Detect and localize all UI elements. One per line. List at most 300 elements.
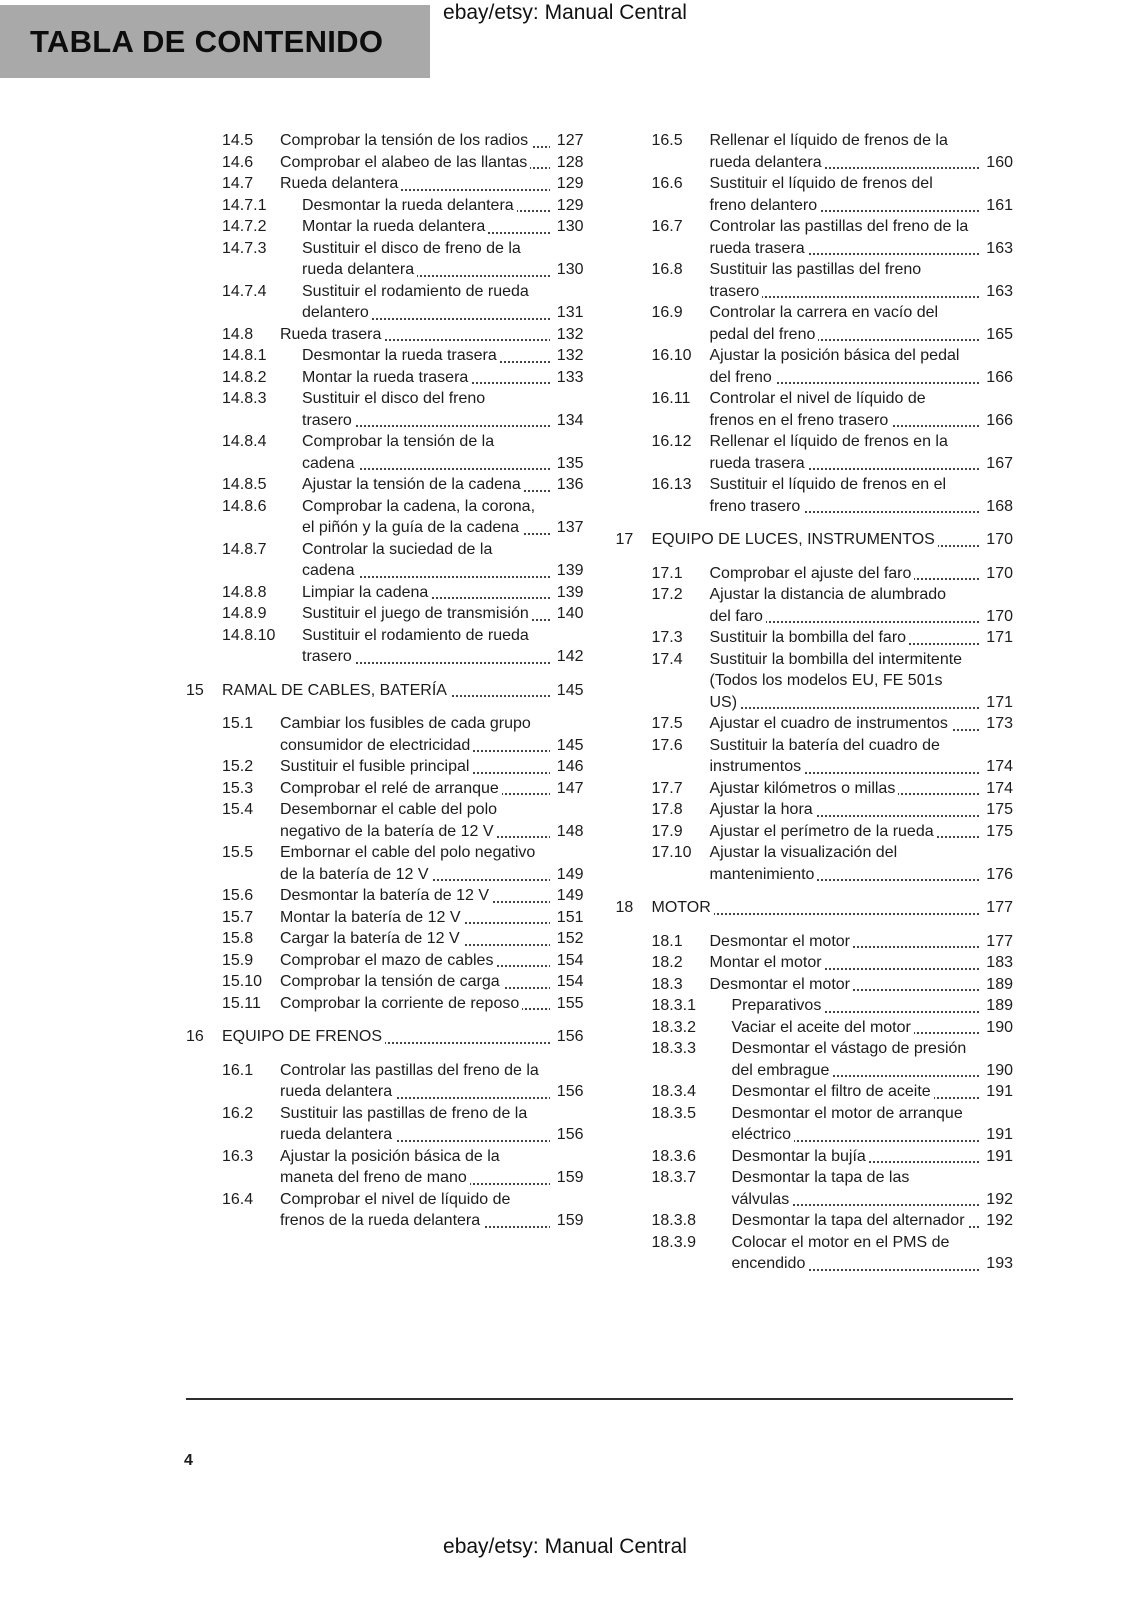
toc-entry-page: 174 bbox=[979, 756, 1013, 778]
toc-entry-number: 17.8 bbox=[651, 801, 683, 818]
toc-entry-title: Comprobar el ajuste del faro bbox=[710, 565, 915, 582]
toc-entry bbox=[222, 907, 584, 929]
toc-entry-title: Sustituir el rodamiento de rueda trasero bbox=[302, 626, 529, 665]
toc-entry bbox=[652, 842, 1014, 885]
toc-entry bbox=[222, 152, 584, 174]
toc-entry-number: 15.3 bbox=[222, 779, 254, 797]
toc-entry-page: 134 bbox=[550, 410, 584, 432]
toc-entry-title: Preparativos bbox=[732, 997, 825, 1014]
toc-entry-title: Ajustar el cuadro de instrumentos bbox=[710, 715, 951, 732]
toc-entry-number: 16.1 bbox=[222, 1061, 254, 1079]
toc-entry-title: RAMAL DE CABLES, BATERÍA bbox=[222, 682, 450, 699]
toc-entry-number: 14.7.3 bbox=[222, 239, 267, 257]
toc-entry-body bbox=[302, 238, 584, 281]
toc-entry-number: 18.3.7 bbox=[651, 1169, 696, 1186]
toc-entry-title: Cambiar los fusibles de cada grupo consumidor de electricidad bbox=[280, 715, 531, 754]
toc-entry-number: 14.8.2 bbox=[222, 368, 267, 386]
toc-entry-body bbox=[710, 735, 1014, 778]
toc-entry-page: 133 bbox=[550, 367, 584, 389]
toc-entry bbox=[222, 756, 584, 778]
toc-entry-page: 128 bbox=[550, 152, 584, 174]
toc-entry-page: 145 bbox=[550, 680, 584, 702]
toc-entry-number: 16.4 bbox=[222, 1190, 254, 1208]
toc-entry bbox=[222, 885, 584, 907]
toc-entry-page: 192 bbox=[979, 1210, 1013, 1232]
toc-entry bbox=[652, 563, 1014, 585]
toc-entry-page: 171 bbox=[979, 627, 1013, 649]
toc-entry-page: 175 bbox=[979, 821, 1013, 843]
toc-entry-number: 14.8.9 bbox=[222, 605, 267, 622]
toc-entry bbox=[222, 130, 584, 152]
toc-entry-body bbox=[280, 1103, 584, 1146]
toc-entry bbox=[652, 735, 1014, 778]
toc-entry bbox=[652, 130, 1014, 173]
toc-entry-number: 15.5 bbox=[222, 844, 254, 861]
toc-entry-title: Cargar la batería de 12 V bbox=[280, 930, 463, 947]
toc-entry-body bbox=[280, 130, 584, 152]
toc-entry-page: 139 bbox=[550, 560, 584, 582]
toc-entry-title: MOTOR bbox=[652, 899, 714, 916]
toc-entry bbox=[652, 1210, 1014, 1232]
toc-entry-title: Embornar el cable del polo negativo de la batería de 12 V bbox=[280, 844, 536, 883]
toc-entry-title: EQUIPO DE FRENOS bbox=[222, 1028, 385, 1045]
toc-entry-title: Limpiar la cadena bbox=[302, 584, 431, 601]
toc-entry-body bbox=[280, 152, 584, 174]
toc-entry-page: 131 bbox=[550, 302, 584, 324]
toc-entry-page: 190 bbox=[979, 1060, 1013, 1082]
toc-entry-title: Ajustar la posición básica de la maneta del freno de mano bbox=[280, 1147, 500, 1186]
toc-entry-page: 137 bbox=[550, 517, 584, 539]
toc-entry-page: 142 bbox=[550, 646, 584, 668]
toc-entry-title: Controlar el nivel de líquido de frenos en el freno trasero bbox=[709, 390, 926, 429]
toc-entry-body bbox=[732, 1103, 1014, 1146]
toc-entry bbox=[652, 1232, 1014, 1275]
toc-entry-page: 166 bbox=[979, 367, 1013, 389]
toc-entry bbox=[222, 195, 584, 217]
toc-entry bbox=[222, 1146, 584, 1189]
toc-entry-page: 154 bbox=[550, 971, 584, 993]
toc-entry bbox=[222, 713, 584, 756]
toc-entry-page: 191 bbox=[979, 1146, 1013, 1168]
toc-entry-title: Desmontar la bujía bbox=[732, 1148, 869, 1165]
toc-entry-page: 154 bbox=[550, 950, 584, 972]
toc-entry-title: Comprobar la tensión de la cadena bbox=[302, 433, 495, 472]
toc-entry-number: 18.3.4 bbox=[651, 1083, 696, 1100]
toc-entry bbox=[616, 897, 1014, 919]
toc-entry-page: 127 bbox=[550, 130, 584, 152]
toc-entry-body bbox=[302, 281, 584, 324]
toc-entry bbox=[222, 324, 584, 346]
toc-entry-title: Montar la batería de 12 V bbox=[280, 909, 464, 926]
toc-entry-number: 18.3.2 bbox=[651, 1018, 696, 1036]
toc-entry-body bbox=[710, 952, 1014, 974]
toc-entry-number: 16.12 bbox=[651, 433, 692, 450]
toc-entry-number: 17.2 bbox=[651, 586, 683, 603]
toc-entry-body bbox=[280, 907, 584, 929]
toc-entry bbox=[652, 259, 1014, 302]
toc-entry-number: 16.5 bbox=[651, 132, 683, 149]
table-of-contents bbox=[186, 130, 1013, 1275]
toc-entry-page: 140 bbox=[550, 603, 584, 625]
toc-entry bbox=[186, 680, 584, 702]
toc-entry-title: Comprobar el alabeo de las llantas bbox=[280, 154, 530, 171]
header-doc-title: ebay/etsy: Manual Central bbox=[443, 1, 687, 24]
toc-entry-number: 18.3.1 bbox=[651, 997, 696, 1014]
toc-entry-body bbox=[710, 584, 1014, 627]
toc-entry-body bbox=[710, 931, 1014, 953]
toc-entry-body bbox=[302, 582, 584, 604]
toc-entry-page: 151 bbox=[550, 907, 584, 929]
toc-entry-title: Sustituir la bombilla del faro bbox=[710, 629, 910, 646]
toc-entry-body bbox=[710, 388, 1014, 431]
toc-entry-page: 165 bbox=[979, 324, 1013, 346]
toc-entry-title: Desmontar el motor de arranque eléctrico bbox=[731, 1104, 963, 1143]
toc-entry-title: Rueda trasera bbox=[280, 326, 384, 343]
toc-entry bbox=[222, 582, 584, 604]
toc-entry-number: 18.2 bbox=[651, 954, 683, 971]
toc-entry-body bbox=[710, 627, 1014, 649]
toc-entry bbox=[652, 345, 1014, 388]
toc-entry-title: Sustituir las pastillas del freno trasero bbox=[709, 261, 922, 300]
toc-entry-title: Sustituir las pastillas de freno de la rueda delantera bbox=[280, 1104, 528, 1143]
toc-entry bbox=[652, 974, 1014, 996]
toc-entry-body bbox=[710, 563, 1014, 585]
toc-entry bbox=[222, 345, 584, 367]
toc-entry-title: Rellenar el líquido de frenos de la rueda delantera bbox=[709, 132, 948, 171]
toc-entry-number: 16.3 bbox=[222, 1147, 254, 1165]
toc-entry-title: Ajustar la tensión de la cadena bbox=[302, 476, 524, 493]
toc-entry-title: Sustituir el rodamiento de rueda delantero bbox=[302, 282, 529, 321]
toc-entry-body bbox=[710, 649, 1014, 714]
toc-entry-body bbox=[280, 756, 584, 778]
toc-entry bbox=[222, 388, 584, 431]
toc-entry-page: 132 bbox=[550, 324, 584, 346]
toc-entry bbox=[652, 821, 1014, 843]
toc-entry-number: 17.3 bbox=[651, 629, 683, 646]
toc-entry-number: 14.8.8 bbox=[222, 583, 267, 601]
toc-entry-title: Sustituir el líquido de frenos en el freno trasero bbox=[709, 476, 947, 515]
toc-entry bbox=[222, 496, 584, 539]
toc-entry-number: 15.6 bbox=[222, 887, 254, 904]
toc-entry bbox=[652, 584, 1014, 627]
toc-entry-title: Desmontar el vástago de presión del embrague bbox=[731, 1040, 967, 1079]
toc-entry-page: 152 bbox=[550, 928, 584, 950]
toc-entry-title: Comprobar la tensión de los radios bbox=[280, 132, 531, 149]
toc-entry bbox=[222, 216, 584, 238]
toc-entry-title: Desmontar la batería de 12 V bbox=[280, 887, 492, 904]
toc-entry bbox=[652, 474, 1014, 517]
toc-entry-body bbox=[280, 950, 584, 972]
toc-entry bbox=[652, 431, 1014, 474]
toc-entry-number: 14.8.6 bbox=[222, 497, 267, 515]
toc-entry-body bbox=[652, 529, 1014, 551]
toc-entry-body bbox=[732, 1210, 1014, 1232]
toc-entry-title: Comprobar la cadena, la corona, el piñón y la guía de la cadena bbox=[302, 497, 536, 536]
toc-entry-page: 159 bbox=[550, 1167, 584, 1189]
toc-entry-number: 18.3.5 bbox=[651, 1104, 696, 1122]
toc-entry-title: Sustituir el fusible principal bbox=[280, 758, 472, 775]
toc-entry-number: 15.8 bbox=[222, 930, 254, 947]
toc-entry-number: 16.7 bbox=[651, 218, 683, 235]
toc-entry-body bbox=[710, 345, 1014, 388]
page-heading: TABLA DE CONTENIDO bbox=[30, 23, 384, 59]
toc-entry bbox=[652, 1038, 1014, 1081]
toc-entry-title: Comprobar el relé de arranque bbox=[280, 780, 502, 797]
toc-entry-title: Sustituir la batería del cuadro de instrumentos bbox=[709, 736, 940, 775]
toc-entry-body bbox=[280, 324, 584, 346]
toc-entry-number: 17.4 bbox=[651, 650, 683, 668]
toc-entry-body bbox=[710, 216, 1014, 259]
toc-entry-number: 16.13 bbox=[651, 476, 692, 493]
toc-entry-page: 167 bbox=[979, 453, 1013, 475]
toc-entry-number: 14.7.4 bbox=[222, 282, 267, 300]
toc-entry bbox=[222, 238, 584, 281]
toc-entry-number: 15.1 bbox=[222, 715, 254, 732]
toc-entry bbox=[222, 625, 584, 668]
toc-entry-number: 16.6 bbox=[651, 175, 683, 192]
toc-entry bbox=[652, 1081, 1014, 1103]
toc-entry-page: 175 bbox=[979, 799, 1013, 821]
toc-entry-title: Controlar las pastillas del freno de la rueda delantera bbox=[280, 1061, 539, 1100]
toc-entry bbox=[222, 367, 584, 389]
toc-entry-body bbox=[302, 496, 584, 539]
toc-entry-page: 159 bbox=[550, 1210, 584, 1232]
toc-entry bbox=[222, 1060, 584, 1103]
toc-entry bbox=[222, 281, 584, 324]
toc-entry-body bbox=[302, 216, 584, 238]
toc-entry-page: 170 bbox=[979, 606, 1013, 628]
toc-entry-page: 170 bbox=[979, 529, 1013, 551]
toc-entry bbox=[652, 388, 1014, 431]
toc-entry-number: 18.3.8 bbox=[651, 1212, 696, 1229]
toc-entry-title: Sustituir el líquido de frenos del freno delantero bbox=[709, 175, 933, 214]
toc-entry-title: Comprobar la corriente de reposo bbox=[280, 995, 522, 1012]
toc-entry-body bbox=[302, 625, 584, 668]
footer-divider bbox=[186, 1398, 1013, 1400]
toc-entry-body bbox=[302, 539, 584, 582]
toc-entry-title: Rueda delantera bbox=[280, 175, 401, 192]
toc-entry-number: 16.8 bbox=[651, 261, 683, 278]
toc-entry-page: 170 bbox=[979, 563, 1013, 585]
toc-entry-number: 18.3 bbox=[651, 975, 683, 993]
toc-entry-title: Controlar las pastillas del freno de la rueda trasera bbox=[709, 218, 969, 257]
toc-entry-title: Desmontar la rueda delantera bbox=[302, 197, 517, 214]
toc-entry-body bbox=[302, 367, 584, 389]
toc-entry-page: 149 bbox=[550, 864, 584, 886]
toc-entry-title: Montar la rueda trasera bbox=[302, 369, 471, 386]
toc-entry-title: Ajustar la visualización del mantenimiento bbox=[709, 844, 898, 883]
toc-entry-body bbox=[732, 1232, 1014, 1275]
toc-entry bbox=[652, 931, 1014, 953]
toc-entry-body bbox=[280, 885, 584, 907]
toc-entry-title: Ajustar la posición básica del pedal del freno bbox=[709, 347, 960, 386]
toc-entry bbox=[222, 971, 584, 993]
toc-entry-page: 139 bbox=[550, 582, 584, 604]
toc-entry-page: 132 bbox=[550, 345, 584, 367]
toc-entry-page: 189 bbox=[979, 974, 1013, 996]
toc-entry-body bbox=[710, 474, 1014, 517]
toc-entry-body bbox=[222, 1026, 584, 1048]
toc-entry-page: 145 bbox=[550, 735, 584, 757]
toc-entry-page: 177 bbox=[979, 931, 1013, 953]
toc-entry-number: 16.9 bbox=[651, 304, 683, 321]
toc-entry-title: Vaciar el aceite del motor bbox=[732, 1019, 914, 1036]
toc-entry-body bbox=[732, 995, 1014, 1017]
toc-entry-title: Controlar la suciedad de la cadena bbox=[302, 540, 493, 579]
toc-entry-title: Montar el motor bbox=[710, 954, 825, 971]
toc-entry-body bbox=[710, 799, 1014, 821]
toc-entry-title: Desmontar la rueda trasera bbox=[302, 347, 500, 364]
toc-entry-title: Desmontar el motor bbox=[710, 933, 854, 950]
toc-entry-number: 14.8.10 bbox=[222, 626, 276, 644]
toc-entry bbox=[222, 431, 584, 474]
toc-entry-title: Ajustar la distancia de alumbrado del faro bbox=[709, 586, 947, 625]
toc-entry-number: 14.8.4 bbox=[222, 433, 267, 450]
toc-entry-body bbox=[710, 713, 1014, 735]
toc-entry-page: 129 bbox=[550, 195, 584, 217]
toc-entry-number: 14.7.1 bbox=[222, 196, 267, 214]
toc-entry-number: 17.6 bbox=[651, 736, 683, 754]
toc-entry-number: 18.1 bbox=[651, 932, 683, 950]
toc-entry-body bbox=[710, 821, 1014, 843]
toc-entry-body bbox=[280, 173, 584, 195]
toc-entry-body bbox=[280, 1189, 584, 1232]
toc-entry-title: Montar la rueda delantera bbox=[302, 218, 488, 235]
toc-entry-body bbox=[732, 1146, 1014, 1168]
toc-entry-body bbox=[302, 195, 584, 217]
toc-entry-title: EQUIPO DE LUCES, INSTRUMENTOS bbox=[652, 531, 938, 548]
toc-entry-page: 173 bbox=[979, 713, 1013, 735]
toc-entry bbox=[222, 778, 584, 800]
toc-entry-body bbox=[732, 1167, 1014, 1210]
toc-entry-body bbox=[732, 1081, 1014, 1103]
toc-entry bbox=[652, 1167, 1014, 1210]
toc-entry bbox=[652, 173, 1014, 216]
toc-entry bbox=[222, 173, 584, 195]
toc-entry-title: Desmontar el motor bbox=[710, 976, 854, 993]
toc-entry-page: 174 bbox=[979, 778, 1013, 800]
toc-entry-title: Desmontar la tapa del alternador bbox=[732, 1212, 968, 1229]
toc-entry bbox=[222, 928, 584, 950]
toc-entry-page: 171 bbox=[979, 692, 1013, 714]
toc-entry-body bbox=[710, 842, 1014, 885]
toc-entry-number: 18.3.9 bbox=[651, 1233, 696, 1251]
toc-entry-page: 168 bbox=[979, 496, 1013, 518]
toc-entry-body bbox=[280, 928, 584, 950]
toc-entry-page: 147 bbox=[550, 778, 584, 800]
footer-doc-title: ebay/etsy: Manual Central bbox=[443, 1535, 687, 1558]
toc-entry-number: 18 bbox=[615, 899, 634, 916]
toc-column-left bbox=[186, 130, 584, 1275]
toc-entry-title: Ajustar kilómetros o millas bbox=[710, 780, 899, 797]
toc-column-right bbox=[616, 130, 1014, 1275]
toc-entry bbox=[222, 1189, 584, 1232]
toc-entry-number: 14.6 bbox=[222, 153, 254, 171]
toc-entry-number: 17 bbox=[615, 531, 634, 548]
toc-entry bbox=[652, 1017, 1014, 1039]
toc-entry bbox=[222, 993, 584, 1015]
toc-entry-page: 155 bbox=[550, 993, 584, 1015]
toc-entry-page: 191 bbox=[979, 1124, 1013, 1146]
toc-entry-page: 148 bbox=[550, 821, 584, 843]
toc-entry-title: Ajustar el perímetro de la rueda bbox=[710, 823, 937, 840]
toc-entry-number: 15.4 bbox=[222, 801, 254, 818]
toc-entry-page: 190 bbox=[979, 1017, 1013, 1039]
toc-entry-number: 16.10 bbox=[651, 347, 692, 364]
toc-entry bbox=[222, 799, 584, 842]
toc-entry-page: 163 bbox=[979, 238, 1013, 260]
toc-entry bbox=[222, 603, 584, 625]
toc-entry bbox=[652, 627, 1014, 649]
toc-entry-body bbox=[280, 993, 584, 1015]
toc-entry bbox=[222, 474, 584, 496]
toc-entry bbox=[222, 950, 584, 972]
toc-entry bbox=[222, 539, 584, 582]
toc-entry-body bbox=[710, 974, 1014, 996]
toc-entry bbox=[652, 1146, 1014, 1168]
toc-entry-number: 14.8.5 bbox=[222, 476, 267, 493]
toc-entry-title: Comprobar la tensión de carga bbox=[280, 973, 503, 990]
toc-entry-title: Desmontar la tapa de las válvulas bbox=[731, 1169, 910, 1208]
toc-entry-number: 14.7.2 bbox=[222, 218, 267, 235]
toc-entry-number: 14.7 bbox=[222, 175, 254, 192]
toc-entry bbox=[652, 952, 1014, 974]
toc-entry-title: Desembornar el cable del polo negativo de la batería de 12 V bbox=[280, 801, 498, 840]
toc-entry-page: 146 bbox=[550, 756, 584, 778]
toc-entry-title: Rellenar el líquido de frenos en la rueda trasera bbox=[709, 433, 948, 472]
toc-entry bbox=[652, 995, 1014, 1017]
toc-entry-number: 18.3.3 bbox=[651, 1040, 696, 1057]
toc-entry-body bbox=[710, 130, 1014, 173]
toc-entry-page: 191 bbox=[979, 1081, 1013, 1103]
page-number: 4 bbox=[184, 1452, 193, 1469]
toc-entry bbox=[652, 713, 1014, 735]
toc-entry-number: 17.5 bbox=[651, 715, 683, 732]
toc-entry-page: 135 bbox=[550, 453, 584, 475]
toc-entry-page: 166 bbox=[979, 410, 1013, 432]
toc-entry-number: 14.5 bbox=[222, 132, 254, 149]
toc-entry-page: 177 bbox=[979, 897, 1013, 919]
toc-entry-number: 15.11 bbox=[222, 994, 261, 1012]
toc-entry-number: 14.8.3 bbox=[222, 390, 267, 407]
toc-entry bbox=[652, 1103, 1014, 1146]
toc-entry-title: Comprobar el nivel de líquido de frenos de la rueda delantera bbox=[280, 1190, 511, 1229]
toc-entry-body bbox=[222, 680, 584, 702]
toc-entry-title: Ajustar la hora bbox=[710, 801, 816, 818]
toc-entry-page: 192 bbox=[979, 1189, 1013, 1211]
toc-entry bbox=[652, 799, 1014, 821]
toc-entry-page: 156 bbox=[550, 1124, 584, 1146]
toc-entry-body bbox=[302, 603, 584, 625]
toc-entry-number: 16 bbox=[186, 1028, 204, 1045]
toc-entry-number: 14.8 bbox=[222, 325, 254, 343]
toc-entry-title: Comprobar el mazo de cables bbox=[280, 952, 496, 969]
toc-entry-page: 130 bbox=[550, 216, 584, 238]
toc-entry bbox=[652, 216, 1014, 259]
toc-entry-body bbox=[732, 1017, 1014, 1039]
toc-entry-body bbox=[732, 1038, 1014, 1081]
toc-entry-body bbox=[280, 842, 584, 885]
toc-entry-page: 129 bbox=[550, 173, 584, 195]
toc-entry bbox=[652, 302, 1014, 345]
toc-entry bbox=[616, 529, 1014, 551]
toc-entry-number: 16.11 bbox=[651, 390, 691, 407]
toc-entry-page: 183 bbox=[979, 952, 1013, 974]
toc-entry-body bbox=[280, 778, 584, 800]
toc-entry-title: Sustituir el disco del freno trasero bbox=[302, 390, 486, 429]
toc-entry-number: 17.7 bbox=[651, 779, 683, 797]
toc-entry-title: Colocar el motor en el PMS de encendido bbox=[731, 1233, 950, 1272]
